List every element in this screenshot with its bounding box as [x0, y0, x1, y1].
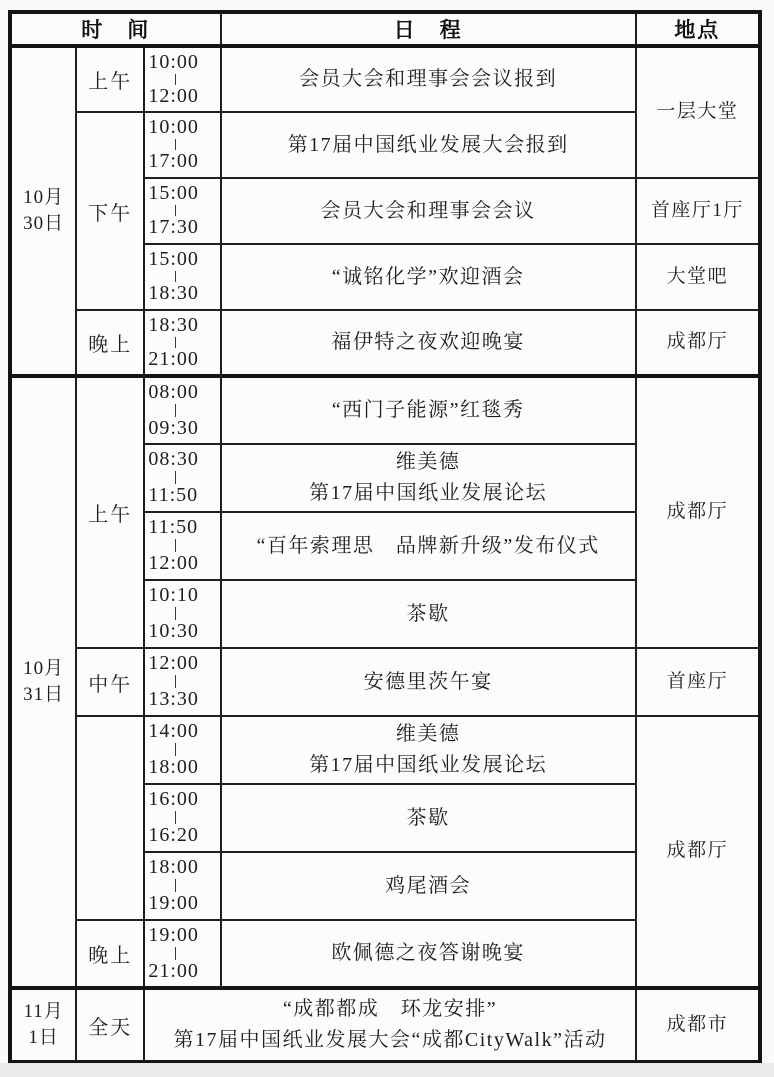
- date-cell-oct31: [10, 376, 76, 988]
- time-end: 21:00: [148, 959, 199, 982]
- event-cell: [221, 444, 636, 512]
- event-line: 第17届中国纸业发展大会“成都CityWalk”活动: [173, 1029, 607, 1051]
- location-cell: 大堂吧: [636, 244, 760, 310]
- time-connector-line: [175, 139, 176, 150]
- event-line: 第17届中国纸业发展论坛: [309, 754, 548, 776]
- time-connector-line: [175, 337, 176, 348]
- location-cell: 首座厅: [636, 648, 760, 716]
- time-range: [144, 512, 220, 580]
- time-range: [144, 310, 220, 376]
- header-row: [10, 12, 760, 46]
- time-end: 18:30: [148, 282, 199, 304]
- time-range: [144, 648, 220, 716]
- schedule-row: [10, 46, 760, 112]
- page-bottom-margin: [0, 1063, 774, 1077]
- time-start: 10:10: [148, 584, 199, 606]
- header-agenda: 日 程: [221, 12, 636, 46]
- date-line2: 30日: [23, 213, 65, 234]
- time-connector-line: [175, 539, 176, 552]
- event-line: 维美德: [395, 451, 461, 473]
- event-line: “百年索理思 品牌新升级”发布仪式: [256, 534, 600, 557]
- time-connector-line: [175, 947, 176, 960]
- event-line: “诚铭化学”欢迎酒会: [331, 265, 525, 288]
- event-line: 第17届中国纸业发展大会报到: [287, 133, 569, 156]
- time-range: [144, 444, 220, 512]
- schedule-row: [10, 716, 760, 784]
- event-cell: [221, 920, 636, 988]
- location-cell: 成都厅: [636, 376, 760, 648]
- time-connector-line: [175, 404, 176, 417]
- event-line: 鸡尾酒会: [385, 874, 472, 897]
- event-cell: [221, 310, 636, 376]
- time-range: [144, 376, 220, 444]
- period-cell-empty: [76, 716, 144, 920]
- time-start: 08:00: [148, 380, 199, 403]
- time-start: 08:30: [148, 448, 199, 470]
- event-cell: [221, 376, 636, 444]
- time-range: [144, 920, 220, 988]
- time-connector-line: [175, 879, 176, 892]
- time-end: 17:30: [148, 216, 199, 238]
- event-cell: [221, 178, 636, 244]
- header-time: 时 间: [10, 12, 221, 46]
- time-connector-line: [175, 74, 176, 85]
- time-start: 15:00: [148, 248, 199, 270]
- time-connector-line: [175, 607, 176, 620]
- period-cell: 上午: [76, 46, 144, 112]
- date-line1: 11月: [23, 1001, 64, 1023]
- event-cell: [221, 580, 636, 648]
- time-start: 18:00: [148, 856, 199, 878]
- period-cell: 下午: [76, 112, 144, 310]
- time-range: [144, 784, 220, 852]
- event-cell: [221, 784, 636, 852]
- event-line: 欧佩德之夜答谢晚宴: [331, 942, 525, 964]
- time-range: [144, 244, 220, 310]
- date-line1: 10月: [23, 658, 65, 680]
- time-start: 14:00: [148, 720, 199, 742]
- schedule-row: [10, 988, 760, 1062]
- location-cell: 一层大堂: [636, 46, 760, 178]
- event-cell: [221, 112, 636, 178]
- location-cell: 成都市: [636, 988, 760, 1062]
- time-end: 11:50: [148, 484, 199, 506]
- event-line: 会员大会和理事会会议报到: [299, 68, 558, 90]
- time-start: 15:00: [148, 182, 199, 204]
- time-end: 18:00: [148, 756, 199, 778]
- time-range: [144, 716, 220, 784]
- time-start: 12:00: [148, 652, 199, 674]
- event-line: 茶歇: [406, 806, 450, 829]
- time-end: 12:00: [148, 552, 199, 574]
- event-line: 第17届中国纸业发展论坛: [309, 482, 548, 504]
- location-cell: 成都厅: [636, 716, 760, 988]
- time-start: 18:30: [148, 313, 199, 336]
- time-range: [144, 580, 220, 648]
- event-line: “成都都成 环龙安排”: [282, 998, 498, 1020]
- event-cell: [221, 244, 636, 310]
- date-cell-nov1: [10, 988, 76, 1062]
- time-end: 21:00: [148, 347, 199, 370]
- time-connector-line: [175, 743, 176, 756]
- time-connector-line: [175, 811, 176, 824]
- time-end: 12:00: [148, 84, 199, 107]
- location-cell: 首座厅1厅: [636, 178, 760, 244]
- event-line: 维美德: [395, 723, 461, 745]
- event-line: 安德里茨午宴: [363, 670, 493, 693]
- time-start: 19:00: [148, 923, 199, 946]
- time-start: 10:00: [148, 50, 199, 73]
- schedule-row: [10, 376, 760, 444]
- event-line: 茶歇: [406, 602, 450, 625]
- event-cell: [221, 512, 636, 580]
- time-end: 17:00: [148, 150, 199, 172]
- schedule-row: [10, 648, 760, 716]
- schedule-row: [10, 310, 760, 376]
- event-cell: [221, 46, 636, 112]
- time-start: 11:50: [148, 516, 199, 538]
- date-cell-oct30: [10, 46, 76, 376]
- time-start: 10:00: [148, 116, 199, 138]
- event-line: “西门子能源”红毯秀: [331, 399, 525, 421]
- period-cell: 上午: [76, 376, 144, 648]
- event-line: 会员大会和理事会会议: [320, 199, 536, 222]
- time-connector-line: [175, 205, 176, 216]
- time-end: 13:30: [148, 688, 199, 710]
- period-cell: 中午: [76, 648, 144, 716]
- event-line: 福伊特之夜欢迎晚宴: [331, 331, 525, 353]
- location-cell: 成都厅: [636, 310, 760, 376]
- event-cell-merged: [144, 988, 635, 1062]
- event-cell: [221, 716, 636, 784]
- header-location: 地点: [636, 12, 760, 46]
- date-line2: 31日: [23, 684, 65, 705]
- time-range: [144, 852, 220, 920]
- time-end: 16:20: [148, 824, 199, 846]
- time-end: 09:30: [148, 416, 199, 439]
- time-range: [144, 112, 220, 178]
- period-cell: 全天: [76, 988, 144, 1062]
- period-cell: 晚上: [76, 310, 144, 376]
- date-line1: 10月: [23, 187, 65, 209]
- time-end: 10:30: [148, 620, 199, 642]
- time-connector-line: [175, 675, 176, 688]
- conference-schedule-table: [8, 10, 762, 1064]
- period-cell: 晚上: [76, 920, 144, 988]
- time-range: [144, 178, 220, 244]
- time-start: 16:00: [148, 788, 199, 810]
- date-line2: 1日: [28, 1027, 59, 1048]
- event-cell: [221, 648, 636, 716]
- time-end: 19:00: [148, 892, 199, 914]
- time-connector-line: [175, 271, 176, 282]
- time-connector-line: [175, 471, 176, 484]
- event-cell: [221, 852, 636, 920]
- time-range: [144, 46, 220, 112]
